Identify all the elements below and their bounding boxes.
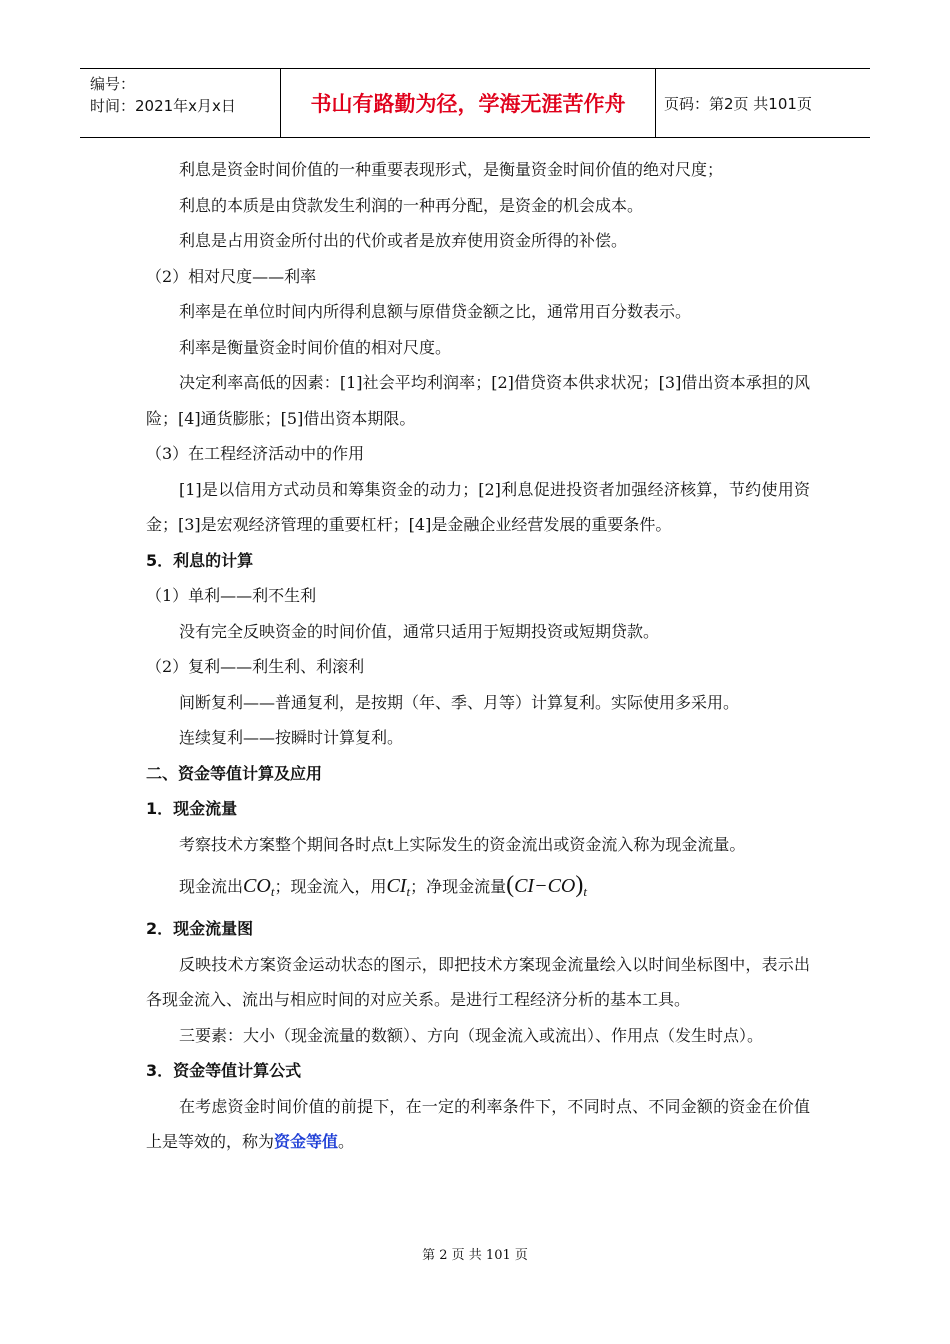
- paragraph: 反映技术方案资金运动状态的图示，即把技术方案现金流量绘入以时间坐标图中，表示出各现金流入、流出与相应时间的对应关系。是进行工程经济分析的基本工具。: [146, 954, 810, 1009]
- document-body: [146, 152, 810, 1160]
- paragraph: 利息是占用资金所付出的代价或者是放弃使用资金所得的补偿。: [179, 231, 628, 250]
- outflow-label: 现金流出: [179, 877, 244, 896]
- header-meta: [80, 69, 280, 137]
- paragraph: 利率是衡量资金时间价值的相对尺度。: [179, 337, 452, 357]
- math-subscript-t: t: [406, 884, 411, 899]
- page-footer: 第 2 页 共 101 页: [422, 1248, 528, 1263]
- paragraph-text: 在考虑资金时间价值的前提下，在一定的利率条件下，不同时点、不同金额的资金在价值上是等效的，称为: [146, 1096, 810, 1151]
- paragraph-end: 。: [338, 1132, 355, 1151]
- paragraph: 没有完全反映资金的时间价值，通常只适用于短期投资或短期贷款。: [179, 621, 660, 641]
- paragraph: 利息是资金时间价值的一种重要表现形式，是衡量资金时间价值的绝对尺度；: [179, 160, 724, 179]
- chapter-heading: 二、资金等值计算及应用: [146, 763, 323, 783]
- subsection-heading: （1）单利——利不生利: [146, 586, 317, 605]
- math-net-expr: CI−CO: [514, 875, 576, 897]
- paragraph: 连续复利——按瞬时计算复利。: [179, 728, 404, 747]
- inflow-label: ；现金流入，用: [274, 877, 387, 896]
- paragraph: 决定利率高低的因素：[1]社会平均利润率；[2]借贷资本供求状况；[3]借出资本承担的风险；[4]通货膨胀；[5]借出资本期限。: [146, 373, 810, 428]
- paragraph: [146, 1089, 810, 1160]
- date-label: 时间：2021年x月x日: [90, 97, 236, 115]
- subsection-heading: （2）复利——利生利、利滚利: [146, 657, 365, 676]
- section-heading: 5．利息的计算: [146, 550, 254, 570]
- left-paren: (: [506, 872, 515, 898]
- section-heading: 3．资金等值计算公式: [146, 1061, 302, 1080]
- paragraph: [1]是以信用方式动员和筹集资金的动力；[2]利息促进投资者加强经济核算，节约使用资金；[3]是宏观经济管理的重要杠杆；[4]是金融企业经营发展的重要条件。: [146, 479, 810, 534]
- subsection-heading: （3）在工程经济活动中的作用: [146, 444, 365, 463]
- paragraph: 三要素：大小（现金流量的数额）、方向（现金流入或流出）、作用点（发生时点）。: [179, 1025, 764, 1045]
- section-heading: 1．现金流量: [146, 799, 238, 818]
- number-label: 编号：: [90, 75, 136, 93]
- cash-flow-formula: [146, 862, 810, 911]
- subsection-heading: （2）相对尺度——利率: [146, 266, 317, 286]
- math-subscript-t: t: [583, 884, 587, 899]
- net-flow-label: ；净现金流量: [410, 877, 507, 896]
- header-page-info: 页码：第2页 共101页: [664, 94, 812, 113]
- paragraph: 考察技术方案整个期间各时点t上实际发生的资金流出或资金流入称为现金流量。: [179, 834, 746, 854]
- paragraph: 间断复利——普通复利，是按期（年、季、月等）计算复利。实际使用多采用。: [179, 692, 740, 712]
- math-subscript-t: t: [270, 884, 275, 899]
- paragraph: 利率是在单位时间内所得利息额与原借贷金额之比，通常用百分数表示。: [179, 302, 692, 321]
- page-header: [80, 68, 870, 138]
- term-link-fund-equivalence[interactable]: 资金等值: [274, 1132, 339, 1151]
- section-heading: 2．现金流量图: [146, 919, 254, 938]
- right-paren: ): [575, 872, 584, 898]
- math-co: CO: [243, 875, 271, 897]
- math-ci: CI: [386, 875, 407, 897]
- header-motto: 书山有路勤为径，学海无涯苦作舟: [280, 69, 656, 137]
- paragraph: 利息的本质是由贷款发生利润的一种再分配，是资金的机会成本。: [179, 195, 644, 215]
